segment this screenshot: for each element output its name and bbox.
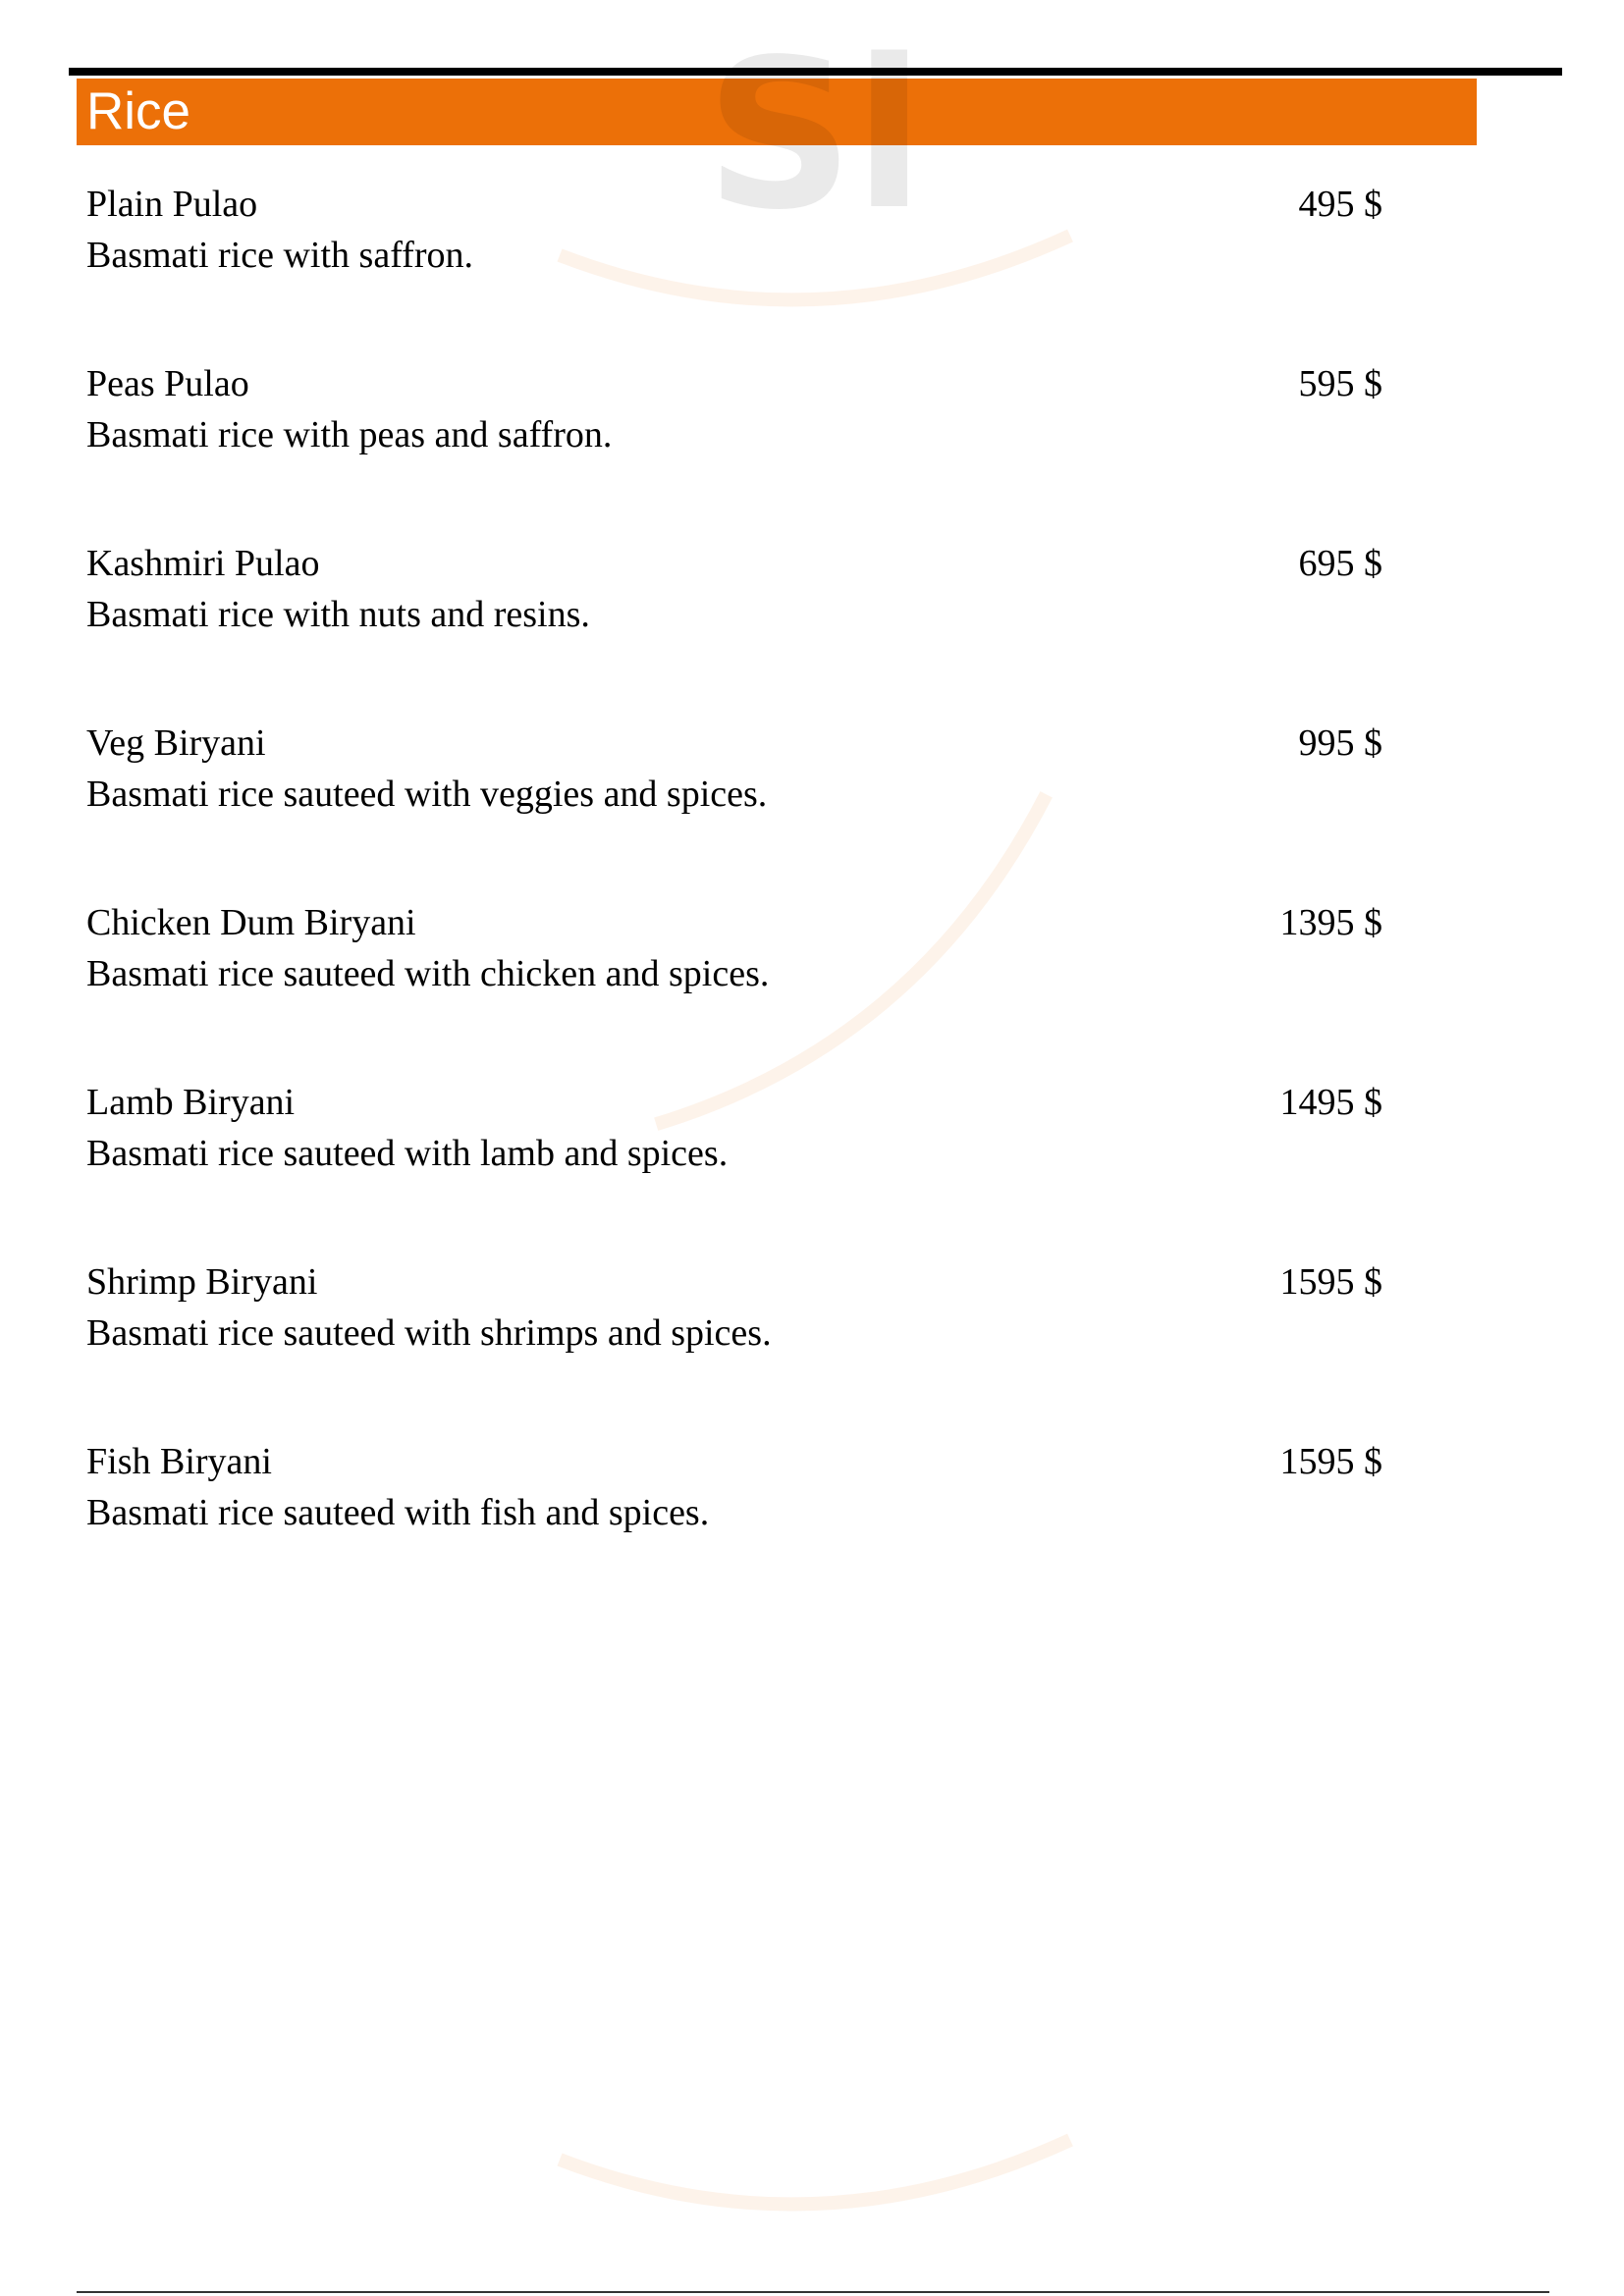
svg-text:Sl: Sl <box>705 39 925 255</box>
item-name: Kashmiri Pulao <box>86 543 320 584</box>
item-price: 1395 $ <box>1279 902 1382 943</box>
item-description: Basmati rice with peas and saffron. <box>86 414 613 455</box>
item-description: Basmati rice sauteed with fish and spices. <box>86 1492 710 1533</box>
menu-item <box>86 362 1382 470</box>
item-price: 595 $ <box>1298 363 1382 404</box>
item-description: Basmati rice with saffron. <box>86 235 473 276</box>
item-price: 695 $ <box>1298 543 1382 584</box>
menu-item <box>86 1440 1382 1548</box>
item-name: Veg Biryani <box>86 722 266 764</box>
item-name: Chicken Dum Biryani <box>86 902 416 943</box>
menu-item <box>86 542 1382 650</box>
item-name: Peas Pulao <box>86 363 249 404</box>
menu-item <box>86 1260 1382 1368</box>
item-description: Basmati rice sauteed with shrimps and spices. <box>86 1312 772 1354</box>
bottom-rule <box>77 2291 1549 2293</box>
item-name: Lamb Biryani <box>86 1082 296 1123</box>
item-description: Basmati rice with nuts and resins. <box>86 594 590 635</box>
item-description: Basmati rice sauteed with veggies and spices. <box>86 774 768 815</box>
menu-item <box>86 183 1382 291</box>
item-price: 1595 $ <box>1279 1441 1382 1482</box>
item-price: 1495 $ <box>1279 1082 1382 1123</box>
menu-item <box>86 1081 1382 1189</box>
item-name: Plain Pulao <box>86 184 258 225</box>
menu-item <box>86 721 1382 829</box>
section-title: Rice <box>86 82 191 140</box>
item-name: Fish Biryani <box>86 1441 272 1482</box>
item-description: Basmati rice sauteed with lamb and spices. <box>86 1133 729 1174</box>
item-price: 995 $ <box>1298 722 1382 764</box>
item-price: 1595 $ <box>1279 1261 1382 1303</box>
menu-item <box>86 901 1382 1009</box>
item-price: 495 $ <box>1298 184 1382 225</box>
item-name: Shrimp Biryani <box>86 1261 318 1303</box>
item-description: Basmati rice sauteed with chicken and spices. <box>86 953 770 994</box>
